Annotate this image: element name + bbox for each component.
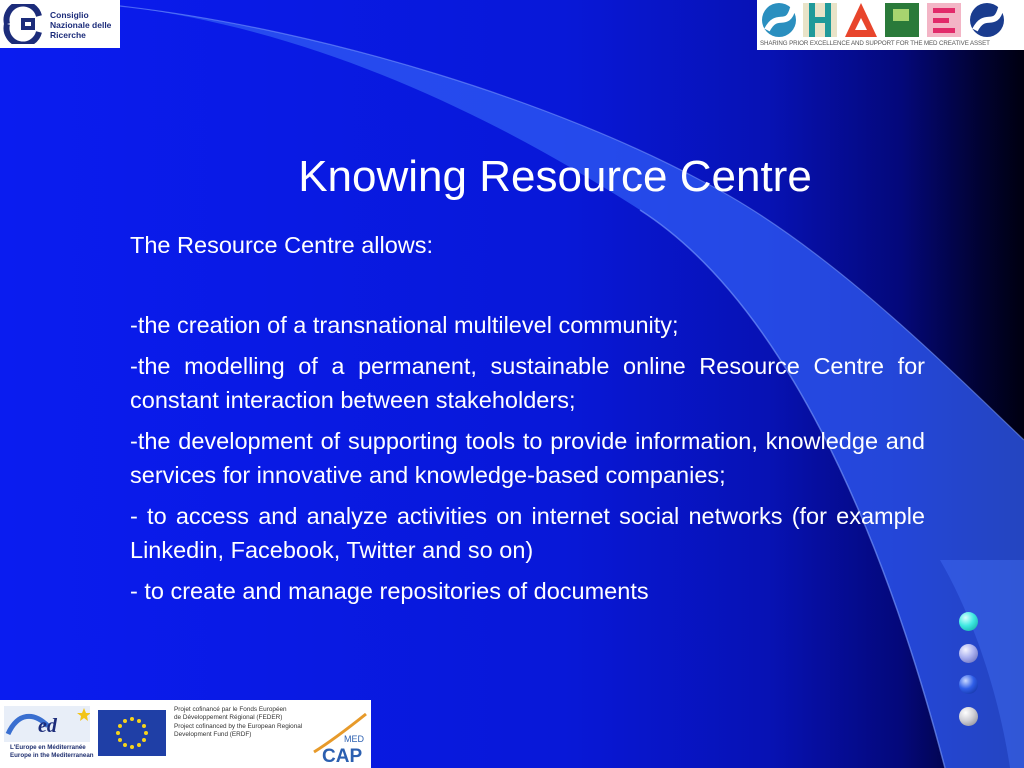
list-item: - to create and manage repositories of documents (130, 578, 649, 604)
eu-flag-icon (98, 710, 166, 756)
cofinance-fr-2: de Développement Régional (FEDER) (174, 714, 283, 722)
med-line1: L'Europe en Méditerranée (10, 744, 86, 751)
list-item: -the development of supporting tools to provide information, knowledge and services for innovative and knowledge-based companies; (130, 428, 925, 488)
med-subtitle (10, 744, 94, 759)
med-wordmark-icon (4, 706, 90, 742)
cofinance-en-1: Project cofinanced by the European Regional (174, 722, 303, 730)
blue-bullet-icon (959, 675, 978, 694)
shapes-wordmark-icon (757, 0, 1024, 40)
slide-title: Knowing Resource Centre (298, 152, 812, 202)
list-item: -the creation of a transnational multilevel community; (130, 312, 679, 338)
list-item: -the modelling of a permanent, sustainable online Resource Centre for constant interaction between stakeholders; (130, 353, 925, 413)
med-programme-logo (4, 706, 94, 764)
svg-text:ed: ed (38, 715, 57, 737)
cnr-logo (0, 0, 120, 48)
cofinance-fr-1: Projet cofinancé par le Fonds Européen (174, 706, 287, 713)
svg-text:MED: MED (344, 734, 364, 744)
cnr-logo-line2: Nazionale delle (50, 20, 112, 30)
shapes-tagline: SHARING PRIOR EXCELLENCE AND SUPPORT FOR THE MED CREATIVE ASSET (760, 40, 990, 47)
svg-text:CAP: CAP (322, 746, 363, 766)
shapes-logo (757, 0, 1024, 50)
lavender-bullet-icon (959, 644, 978, 663)
med-line2: Europe in the Mediterranean (10, 751, 94, 759)
cnr-emblem-icon (3, 4, 47, 44)
cyan-bullet-icon (959, 612, 978, 631)
footer-logo-strip (0, 700, 371, 768)
list-item: - to access and analyze activities on internet social networks (for example Linkedin, Facebook, Twitter and so on) (130, 503, 925, 563)
medcap-logo-icon (312, 712, 368, 766)
cnr-logo-text (50, 10, 120, 40)
slide-body (130, 228, 925, 615)
cnr-logo-line1: Consiglio (50, 10, 89, 20)
gray-bullet-icon (959, 707, 978, 726)
cofinance-note (174, 706, 324, 740)
cnr-logo-line3: Ricerche (50, 30, 86, 40)
intro-text: The Resource Centre allows: (130, 232, 434, 258)
cofinance-en-2: Development Fund (ERDF) (174, 731, 252, 739)
